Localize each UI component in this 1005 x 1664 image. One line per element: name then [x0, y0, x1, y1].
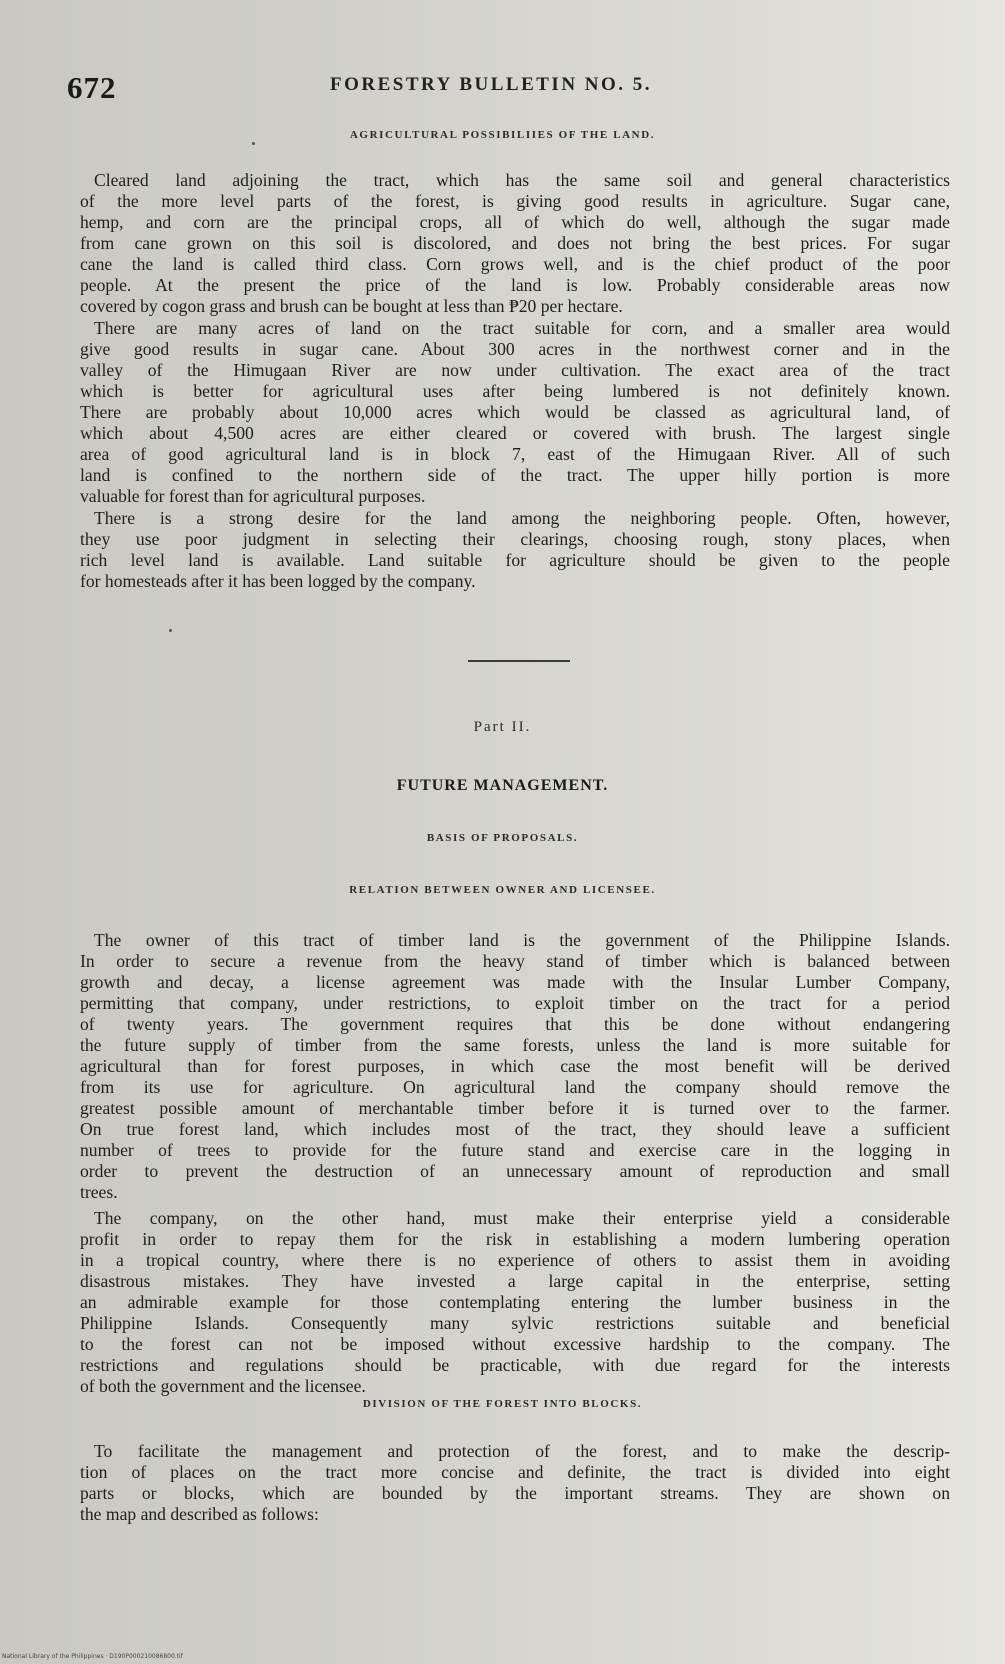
text-line: rich level land is available. Land suitable for agriculture should be given to the people [80, 550, 950, 570]
text-line: Cleared land adjoining the tract, which has the same soil and general characteristics [94, 170, 950, 190]
paragraph-agricultural-2 [80, 318, 950, 507]
text-line: tion of places on the tract more concise and definite, the tract is divided into eight [80, 1462, 950, 1482]
paragraph-relation-2 [80, 1208, 950, 1397]
scan-speck [252, 142, 255, 145]
text-line: an admirable example for those contemplating entering the lumber business in the [80, 1292, 950, 1312]
text-line: of both the government and the licensee. [80, 1376, 366, 1396]
text-line: Philippine Islands. Consequently many sylvic restrictions suitable and beneficial [80, 1313, 950, 1333]
subsection-heading-relation: RELATION BETWEEN OWNER AND LICENSEE. [349, 884, 656, 896]
text-line: number of trees to provide for the future stand and exercise care in the logging in [80, 1140, 950, 1160]
section-heading-basis: BASIS OF PROPOSALS. [426, 832, 579, 844]
part-label: Part II. [473, 719, 532, 735]
text-line: which is better for agricultural uses after being lumbered is not definitely known. [80, 381, 950, 401]
text-line: cane the land is called third class. Corn grows well, and is the chief product of the poor [80, 254, 950, 274]
text-line: greatest possible amount of merchantable timber before it is turned over to the farmer. [80, 1098, 950, 1118]
text-line: There are probably about 10,000 acres which would be classed as agricultural land, of [80, 402, 950, 422]
text-line: people. At the present the price of the land is low. Probably considerable areas now [80, 275, 950, 295]
text-line: trees. [80, 1182, 118, 1202]
text-line: profit in order to repay them for the risk in establishing a modern lumbering operation [80, 1229, 950, 1249]
text-line: give good results in sugar cane. About 300 acres in the northwest corner and in the [80, 339, 950, 359]
text-line: disastrous mistakes. They have invested a large capital in the enterprise, setting [80, 1271, 950, 1291]
text-line: they use poor judgment in selecting their clearings, choosing rough, stony places, when [80, 529, 950, 549]
text-line: There is a strong desire for the land among the neighboring people. Often, however, [94, 508, 950, 528]
paragraph-agricultural-3 [80, 508, 950, 592]
text-line: from its use for agriculture. On agricultural land the company should remove the [80, 1077, 950, 1097]
text-line: parts or blocks, which are bounded by the important streams. They are shown on [80, 1483, 950, 1503]
paragraph-relation-1 [80, 930, 950, 1203]
text-line: to the forest can not be imposed without excessive hardship to the company. The [80, 1334, 950, 1354]
paragraph-division [80, 1441, 950, 1525]
text-line: land is confined to the northern side of the tract. The upper hilly portion is more [80, 465, 950, 485]
text-line: The owner of this tract of timber land is the government of the Philippine Islands. [94, 930, 950, 950]
text-line: of the more level parts of the forest, is giving good results in agriculture. Sugar cane, [80, 191, 950, 211]
scan-speck [169, 629, 172, 632]
text-line: for homesteads after it has been logged by the company. [80, 571, 476, 591]
text-line: agricultural than for forest purposes, in which case the most benefit will be derived [80, 1056, 950, 1076]
text-line: order to prevent the destruction of an unnecessary amount of reproduction and small [80, 1161, 950, 1181]
text-line: covered by cogon grass and brush can be bought at less than ₱20 per hectare. [80, 296, 623, 316]
section-heading-agricultural: AGRICULTURAL POSSIBILIIES OF THE LAND. [349, 129, 656, 141]
text-line: permitting that company, under restrictions, to exploit timber on the tract for a period [80, 993, 950, 1013]
text-line: in a tropical country, where there is no experience of others to assist them in avoiding [80, 1250, 950, 1270]
section-heading-division: DIVISION OF THE FOREST INTO BLOCKS. [362, 1398, 643, 1410]
text-line: The company, on the other hand, must make their enterprise yield a considerable [94, 1208, 950, 1228]
scan-footer-tag: National Library of the Philippines · D190P000210086800.tif [2, 1653, 183, 1660]
text-line: valuable for forest than for agricultural purposes. [80, 486, 426, 506]
paragraph-agricultural-1 [80, 170, 950, 317]
text-line: which about 4,500 acres are either cleared or covered with brush. The largest single [80, 423, 950, 443]
text-line: of twenty years. The government requires that this be done without endangering [80, 1014, 950, 1034]
text-line: In order to secure a revenue from the heavy stand of timber which is balanced between [80, 951, 950, 971]
text-line: area of good agricultural land is in block 7, east of the Himugaan River. All of such [80, 444, 950, 464]
text-line: There are many acres of land on the tract suitable for corn, and a smaller area would [94, 318, 950, 338]
text-line: the future supply of timber from the same forests, unless the land is more suitable for [80, 1035, 950, 1055]
text-line: To facilitate the management and protection of the forest, and to make the descrip- [94, 1441, 950, 1461]
part-title: FUTURE MANAGEMENT. [396, 777, 609, 794]
text-line: hemp, and corn are the principal crops, all of which do well, although the sugar made [80, 212, 950, 232]
section-divider-rule [468, 660, 570, 662]
text-line: growth and decay, a license agreement was made with the Insular Lumber Company, [80, 972, 950, 992]
page-number: 672 [67, 70, 117, 105]
text-line: On true forest land, which includes most of the tract, they should leave a sufficient [80, 1119, 950, 1139]
text-line: the map and described as follows: [80, 1504, 319, 1524]
text-line: from cane grown on this soil is discolored, and does not bring the best prices. For sugar [80, 233, 950, 253]
text-line: valley of the Himugaan River are now under cultivation. The exact area of the tract [80, 360, 950, 380]
running-title: FORESTRY BULLETIN NO. 5. [330, 74, 653, 95]
text-line: restrictions and regulations should be practicable, with due regard for the interests [80, 1355, 950, 1375]
